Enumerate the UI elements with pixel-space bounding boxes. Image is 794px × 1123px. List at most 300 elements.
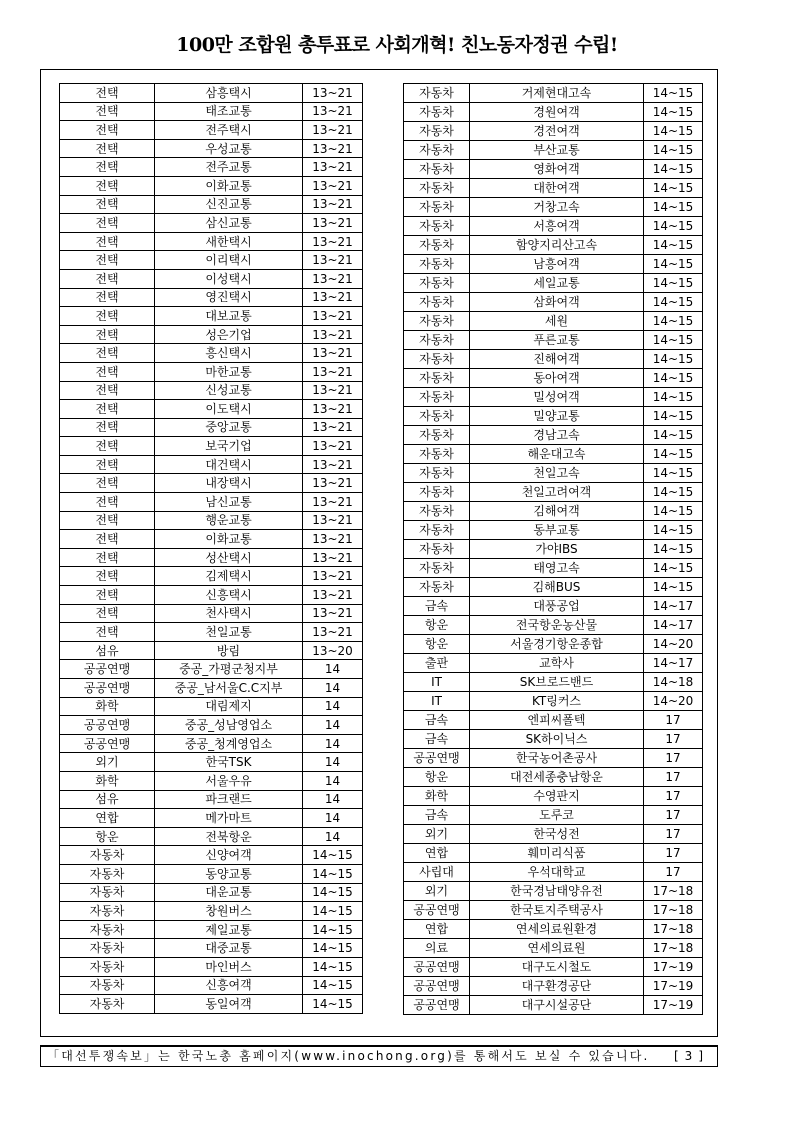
union-cell: 전택 [60,139,155,158]
union-cell: 연합 [60,809,155,828]
table-row [60,716,363,735]
company-cell: 경원여객 [470,103,644,122]
page-number: [3] [674,1049,709,1063]
company-cell: 교학사 [470,654,644,673]
company-cell: 서흥여객 [470,217,644,236]
union-cell: 전택 [60,623,155,642]
union-cell: 전택 [60,195,155,214]
union-cell: 화학 [60,697,155,716]
date-cell: 14~17 [644,597,703,616]
company-cell: 방림 [155,641,303,660]
date-cell: 14~15 [644,483,703,502]
date-cell: 13~21 [303,474,363,493]
date-cell: 13~21 [303,232,363,251]
date-cell: 14~15 [644,540,703,559]
union-cell: 섬유 [60,790,155,809]
union-cell: 자동차 [404,388,470,407]
union-cell: 자동차 [404,350,470,369]
company-cell: 동양교통 [155,864,303,883]
company-cell: 푸른교통 [470,331,644,350]
company-cell: 이리택시 [155,251,303,270]
table-row [60,269,363,288]
company-cell: 대구환경공단 [470,977,644,996]
table-row [60,753,363,772]
date-cell: 14 [303,697,363,716]
company-cell: 대풍공업 [470,597,644,616]
union-cell: 자동차 [404,483,470,502]
date-cell: 13~21 [303,455,363,474]
union-cell: 자동차 [404,312,470,331]
date-cell: 14~15 [644,521,703,540]
date-cell: 17 [644,787,703,806]
table-row [60,864,363,883]
date-cell: 13~21 [303,84,363,103]
date-cell: 17 [644,768,703,787]
company-cell: 행운교통 [155,511,303,530]
table-row [60,846,363,865]
date-cell: 14~15 [644,578,703,597]
company-cell: 신양여객 [155,846,303,865]
company-cell: 한국경남태양유전 [470,882,644,901]
date-cell: 17 [644,749,703,768]
company-cell: 동일여객 [155,995,303,1014]
company-cell: 전북항운 [155,827,303,846]
table-row [60,697,363,716]
table-row [404,236,703,255]
table-row [60,474,363,493]
table-row [60,437,363,456]
table-row [60,976,363,995]
union-cell: 전택 [60,418,155,437]
union-cell: 금속 [404,730,470,749]
company-cell: 밀양교통 [470,407,644,426]
table-row [404,825,703,844]
company-cell: 신흥여객 [155,976,303,995]
table-row [404,179,703,198]
company-cell: 거제현대고속 [470,84,644,103]
table-row [60,995,363,1014]
table-row [404,730,703,749]
date-cell: 14~17 [644,654,703,673]
date-cell: 13~21 [303,530,363,549]
date-cell: 13~21 [303,139,363,158]
table-row [404,578,703,597]
union-cell: 자동차 [60,883,155,902]
table-row [60,883,363,902]
union-cell: 자동차 [404,160,470,179]
table-row [404,198,703,217]
company-cell: 천일고속 [470,464,644,483]
company-cell: 이도택시 [155,400,303,419]
company-cell: 연세의료원 [470,939,644,958]
date-cell: 17 [644,730,703,749]
date-cell: 13~21 [303,325,363,344]
union-cell: 전택 [60,158,155,177]
date-cell: 13~21 [303,176,363,195]
company-cell: 한국성전 [470,825,644,844]
date-cell: 14~15 [644,141,703,160]
table-row [404,312,703,331]
union-cell: 자동차 [404,293,470,312]
company-cell: 가야IBS [470,540,644,559]
company-cell: 중공_성남영업소 [155,716,303,735]
table-row [60,641,363,660]
company-cell: 서울우유 [155,771,303,790]
table-row [404,863,703,882]
table-row [404,806,703,825]
date-cell: 14~15 [644,84,703,103]
company-cell: SK브로드밴드 [470,673,644,692]
table-row [404,540,703,559]
table-row [60,121,363,140]
company-cell: 이화교통 [155,530,303,549]
company-cell: 파크랜드 [155,790,303,809]
union-cell: 자동차 [404,103,470,122]
table-row [404,616,703,635]
table-row [60,902,363,921]
table-row [404,996,703,1015]
union-cell: 자동차 [404,198,470,217]
date-cell: 14~15 [644,407,703,426]
union-cell: 전택 [60,307,155,326]
company-cell: 우성교통 [155,139,303,158]
union-cell: 자동차 [404,445,470,464]
company-cell: 밀성여객 [470,388,644,407]
table-row [404,274,703,293]
union-cell: 공공연맹 [404,996,470,1015]
union-cell: 공공연맹 [404,958,470,977]
date-cell: 17~19 [644,958,703,977]
table-row [404,844,703,863]
date-cell: 14~15 [644,103,703,122]
union-cell: 자동차 [60,846,155,865]
company-cell: 성은기업 [155,325,303,344]
table-row [404,483,703,502]
union-cell: 자동차 [404,141,470,160]
company-cell: 신흥택시 [155,586,303,605]
union-cell: 전택 [60,604,155,623]
company-cell: 수영판지 [470,787,644,806]
table-row [60,195,363,214]
table-row [60,362,363,381]
date-cell: 13~21 [303,623,363,642]
union-cell: 자동차 [404,179,470,198]
union-cell: 자동차 [404,540,470,559]
company-cell: 대림제지 [155,697,303,716]
company-cell: 대중교통 [155,939,303,958]
table-row [60,158,363,177]
union-cell: 항운 [60,827,155,846]
table-row [60,251,363,270]
date-cell: 13~21 [303,344,363,363]
table-row [404,692,703,711]
company-cell: 전주교통 [155,158,303,177]
date-cell: 14~15 [644,255,703,274]
table-row [404,160,703,179]
page-title: 100만 조합원 총투표로 사회개혁! 친노동자정권 수립! [176,34,618,56]
company-cell: 김해여객 [470,502,644,521]
date-cell: 13~21 [303,418,363,437]
date-cell: 14~15 [644,274,703,293]
date-cell: 13~21 [303,586,363,605]
union-cell: 전택 [60,455,155,474]
date-cell: 13~21 [303,158,363,177]
company-cell: 대구도시철도 [470,958,644,977]
date-cell: 17~18 [644,882,703,901]
union-cell: 항운 [404,635,470,654]
table-row [60,957,363,976]
table-row [404,559,703,578]
company-cell: 중공_가평군청지부 [155,660,303,679]
company-cell: 한국농어촌공사 [470,749,644,768]
date-cell: 13~21 [303,493,363,512]
table-row [60,84,363,103]
date-cell: 14 [303,827,363,846]
company-cell: 태영고속 [470,559,644,578]
company-cell: 흥신택시 [155,344,303,363]
company-cell: 태조교통 [155,102,303,121]
union-cell: 전택 [60,381,155,400]
date-cell: 14 [303,716,363,735]
date-cell: 17 [644,806,703,825]
date-cell: 14 [303,734,363,753]
table-row [60,586,363,605]
table-row [60,679,363,698]
company-cell: 삼흥택시 [155,84,303,103]
union-cell: 자동차 [404,464,470,483]
date-cell: 13~21 [303,288,363,307]
union-cell: 자동차 [404,426,470,445]
union-cell: 전택 [60,344,155,363]
table-row [404,388,703,407]
date-cell: 14~15 [644,293,703,312]
date-cell: 14~15 [644,312,703,331]
company-cell: 이화교통 [155,176,303,195]
schedule-table-right [403,83,703,1015]
table-row [404,635,703,654]
company-cell: 부산교통 [470,141,644,160]
union-cell: 연합 [404,844,470,863]
company-cell: 중공_청계영업소 [155,734,303,753]
union-cell: 자동차 [404,578,470,597]
table-row [404,920,703,939]
union-cell: 자동차 [404,236,470,255]
union-cell: 자동차 [60,939,155,958]
company-cell: 경남고속 [470,426,644,445]
date-cell: 14 [303,790,363,809]
date-cell: 14~15 [303,846,363,865]
union-cell: 화학 [404,787,470,806]
date-cell: 14~15 [644,217,703,236]
union-cell: 자동차 [60,995,155,1014]
union-cell: 전택 [60,176,155,195]
table-row [60,288,363,307]
date-cell: 13~21 [303,400,363,419]
table-row [404,673,703,692]
table-row [60,623,363,642]
date-cell: 17~18 [644,920,703,939]
date-cell: 17 [644,711,703,730]
date-cell: 14~15 [644,502,703,521]
company-cell: 신성교통 [155,381,303,400]
union-cell: 항운 [404,616,470,635]
company-cell: 보국기업 [155,437,303,456]
union-cell: 공공연맹 [60,716,155,735]
union-cell: 전택 [60,511,155,530]
union-cell: 전택 [60,102,155,121]
union-cell: 자동차 [404,274,470,293]
company-cell: 연세의료원환경 [470,920,644,939]
date-cell: 13~21 [303,567,363,586]
table-row [60,920,363,939]
date-cell: 13~21 [303,214,363,233]
company-cell: 동아여객 [470,369,644,388]
company-cell: 삼신교통 [155,214,303,233]
table-row [60,344,363,363]
date-cell: 13~21 [303,437,363,456]
table-row [60,493,363,512]
company-cell: 세원 [470,312,644,331]
table-row [60,809,363,828]
union-cell: 전택 [60,288,155,307]
union-cell: 자동차 [60,902,155,921]
table-row [404,711,703,730]
table-row [404,426,703,445]
union-cell: 금속 [404,806,470,825]
table-row [60,176,363,195]
date-cell: 14~15 [644,369,703,388]
table-row [60,771,363,790]
table-row [60,567,363,586]
union-cell: 항운 [404,768,470,787]
table-row [404,293,703,312]
company-cell: 천일고려여객 [470,483,644,502]
union-cell: 전택 [60,567,155,586]
date-cell: 13~21 [303,121,363,140]
union-cell: 공공연맹 [404,977,470,996]
union-cell: 자동차 [404,369,470,388]
company-cell: 함양지리산고속 [470,236,644,255]
company-cell: 영진택시 [155,288,303,307]
table-row [404,122,703,141]
table-row [404,749,703,768]
union-cell: 공공연맹 [60,660,155,679]
table-row [404,882,703,901]
union-cell: 전택 [60,232,155,251]
union-cell: 전택 [60,84,155,103]
date-cell: 14~17 [644,616,703,635]
union-cell: 자동차 [404,521,470,540]
union-cell: 자동차 [404,217,470,236]
date-cell: 13~21 [303,511,363,530]
table-row [60,827,363,846]
union-cell: 자동차 [404,84,470,103]
company-cell: 한국TSK [155,753,303,772]
union-cell: 자동차 [60,957,155,976]
date-cell: 13~20 [303,641,363,660]
union-cell: 전택 [60,121,155,140]
date-cell: 14 [303,753,363,772]
table-row [404,331,703,350]
table-row [60,307,363,326]
date-cell: 14~15 [644,350,703,369]
date-cell: 14~15 [303,864,363,883]
union-cell: IT [404,692,470,711]
union-cell: 공공연맹 [404,749,470,768]
company-cell: 훼미리식품 [470,844,644,863]
date-cell: 13~21 [303,381,363,400]
union-cell: 전택 [60,325,155,344]
company-cell: 마인버스 [155,957,303,976]
date-cell: 14~15 [303,995,363,1014]
company-cell: 경전여객 [470,122,644,141]
union-cell: 공공연맹 [60,734,155,753]
date-cell: 14~15 [303,957,363,976]
union-cell: 금속 [404,597,470,616]
date-cell: 14~15 [303,939,363,958]
date-cell: 14~15 [644,179,703,198]
union-cell: 자동차 [404,407,470,426]
date-cell: 13~21 [303,604,363,623]
company-cell: 메가마트 [155,809,303,828]
table-row [60,325,363,344]
date-cell: 17~18 [644,939,703,958]
date-cell: 17 [644,863,703,882]
date-cell: 14~20 [644,635,703,654]
union-cell: 전택 [60,586,155,605]
union-cell: 전택 [60,530,155,549]
date-cell: 14~15 [303,902,363,921]
table-row [404,787,703,806]
table-row [60,734,363,753]
union-cell: 전택 [60,362,155,381]
union-cell: IT [404,673,470,692]
date-cell: 14~15 [644,122,703,141]
company-cell: 남흥여객 [470,255,644,274]
table-row [404,958,703,977]
table-row [404,350,703,369]
company-cell: 대보교통 [155,307,303,326]
company-cell: 마한교통 [155,362,303,381]
union-cell: 외기 [404,825,470,844]
union-cell: 자동차 [404,255,470,274]
union-cell: 섬유 [60,641,155,660]
company-cell: 내장택시 [155,474,303,493]
table-row [404,502,703,521]
company-cell: 삼화여객 [470,293,644,312]
union-cell: 공공연맹 [60,679,155,698]
company-cell: KT링커스 [470,692,644,711]
union-cell: 금속 [404,711,470,730]
table-row [60,511,363,530]
table-row [60,400,363,419]
company-cell: 전주택시 [155,121,303,140]
table-row [60,790,363,809]
table-row [404,977,703,996]
company-cell: 중앙교통 [155,418,303,437]
date-cell: 13~21 [303,548,363,567]
date-cell: 14~15 [644,160,703,179]
date-cell: 13~21 [303,102,363,121]
date-cell: 14 [303,771,363,790]
table-row [404,901,703,920]
table-row [60,232,363,251]
date-cell: 14~15 [644,388,703,407]
union-cell: 자동차 [60,976,155,995]
date-cell: 14~20 [644,692,703,711]
table-row [404,84,703,103]
company-cell: 엔피씨폴텍 [470,711,644,730]
